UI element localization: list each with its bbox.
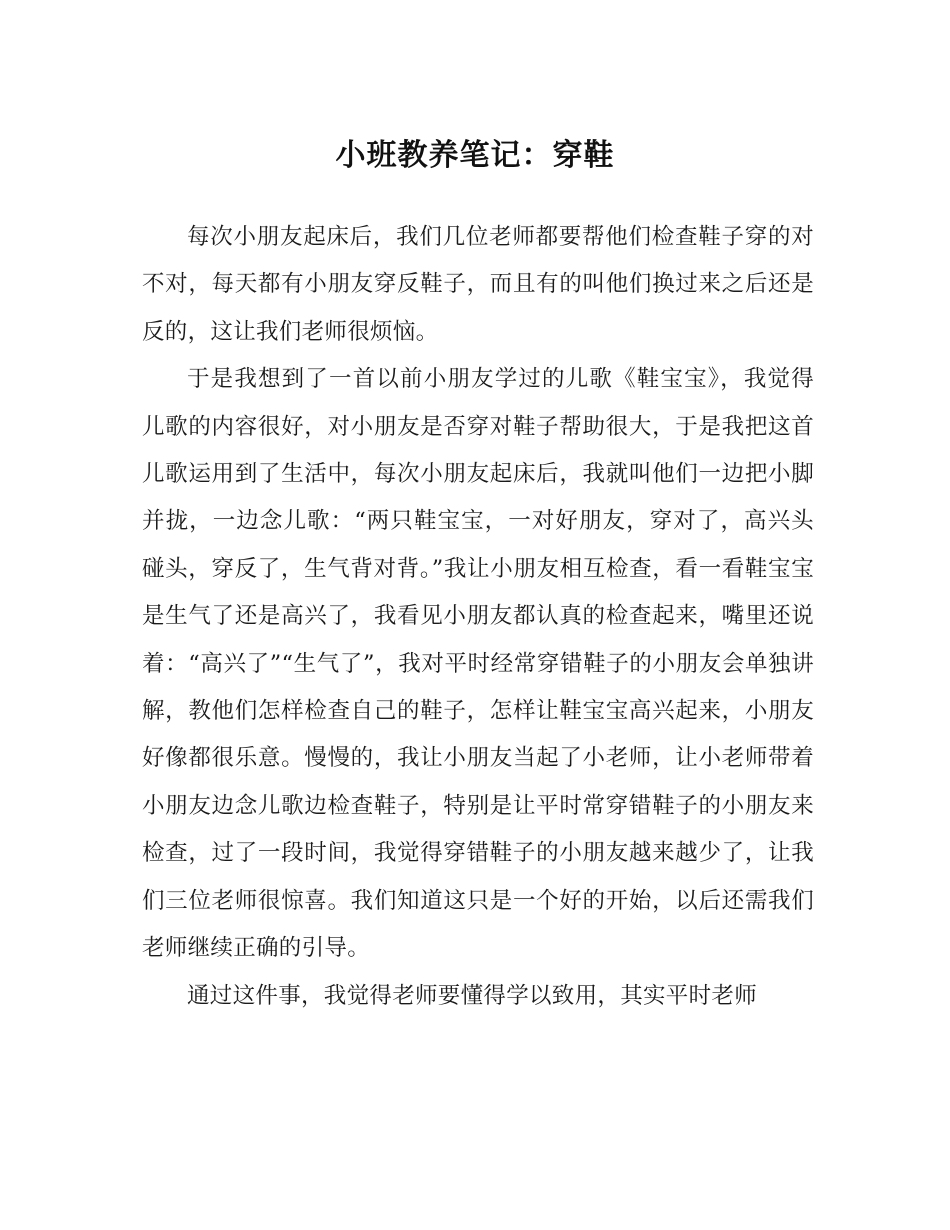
document-title: 小班教养笔记：穿鞋	[335, 138, 615, 174]
paragraph-2: 于是我想到了一首以前小朋友学过的儿歌《鞋宝宝》，我觉得儿歌的内容很好，对小朋友是否穿对鞋子帮助很大，于是我把这首儿歌运用到了生活中，每次小朋友起床后，我就叫他们一边把小脚并拢，一边念儿歌：“两只鞋宝宝，一对好朋友，穿对了，高兴头碰头，穿反了，生气背对背。”我让小朋友相互检查，看一看鞋宝宝是生气了还是高兴了，我看见小朋友都认真的检查起来，嘴里还说着：“高兴了”“生气了”，我对平时经常穿错鞋子的小朋友会单独讲解，教他们怎样检查自己的鞋子，怎样让鞋宝宝高兴起来，小朋友好像都很乐意。慢慢的，我让小朋友当起了小老师，让小老师带着小朋友边念儿歌边检查鞋子，特别是让平时常穿错鞋子的小朋友来检查，过了一段时间，我觉得穿错鞋子的小朋友越来越少了，让我们三位老师很惊喜。我们知道这只是一个好的开始，以后还需我们老师继续正确的引导。	[142, 366, 814, 962]
paragraph-1: 每次小朋友起床后，我们几位老师都要帮他们检查鞋子穿的对不对，每天都有小朋友穿反鞋子，而且有的叫他们换过来之后还是反的，这让我们老师很烦恼。	[142, 224, 814, 345]
paragraph-3: 通过这件事，我觉得老师要懂得学以致用，其实平时老师	[187, 982, 758, 1009]
document-body	[142, 214, 814, 1020]
